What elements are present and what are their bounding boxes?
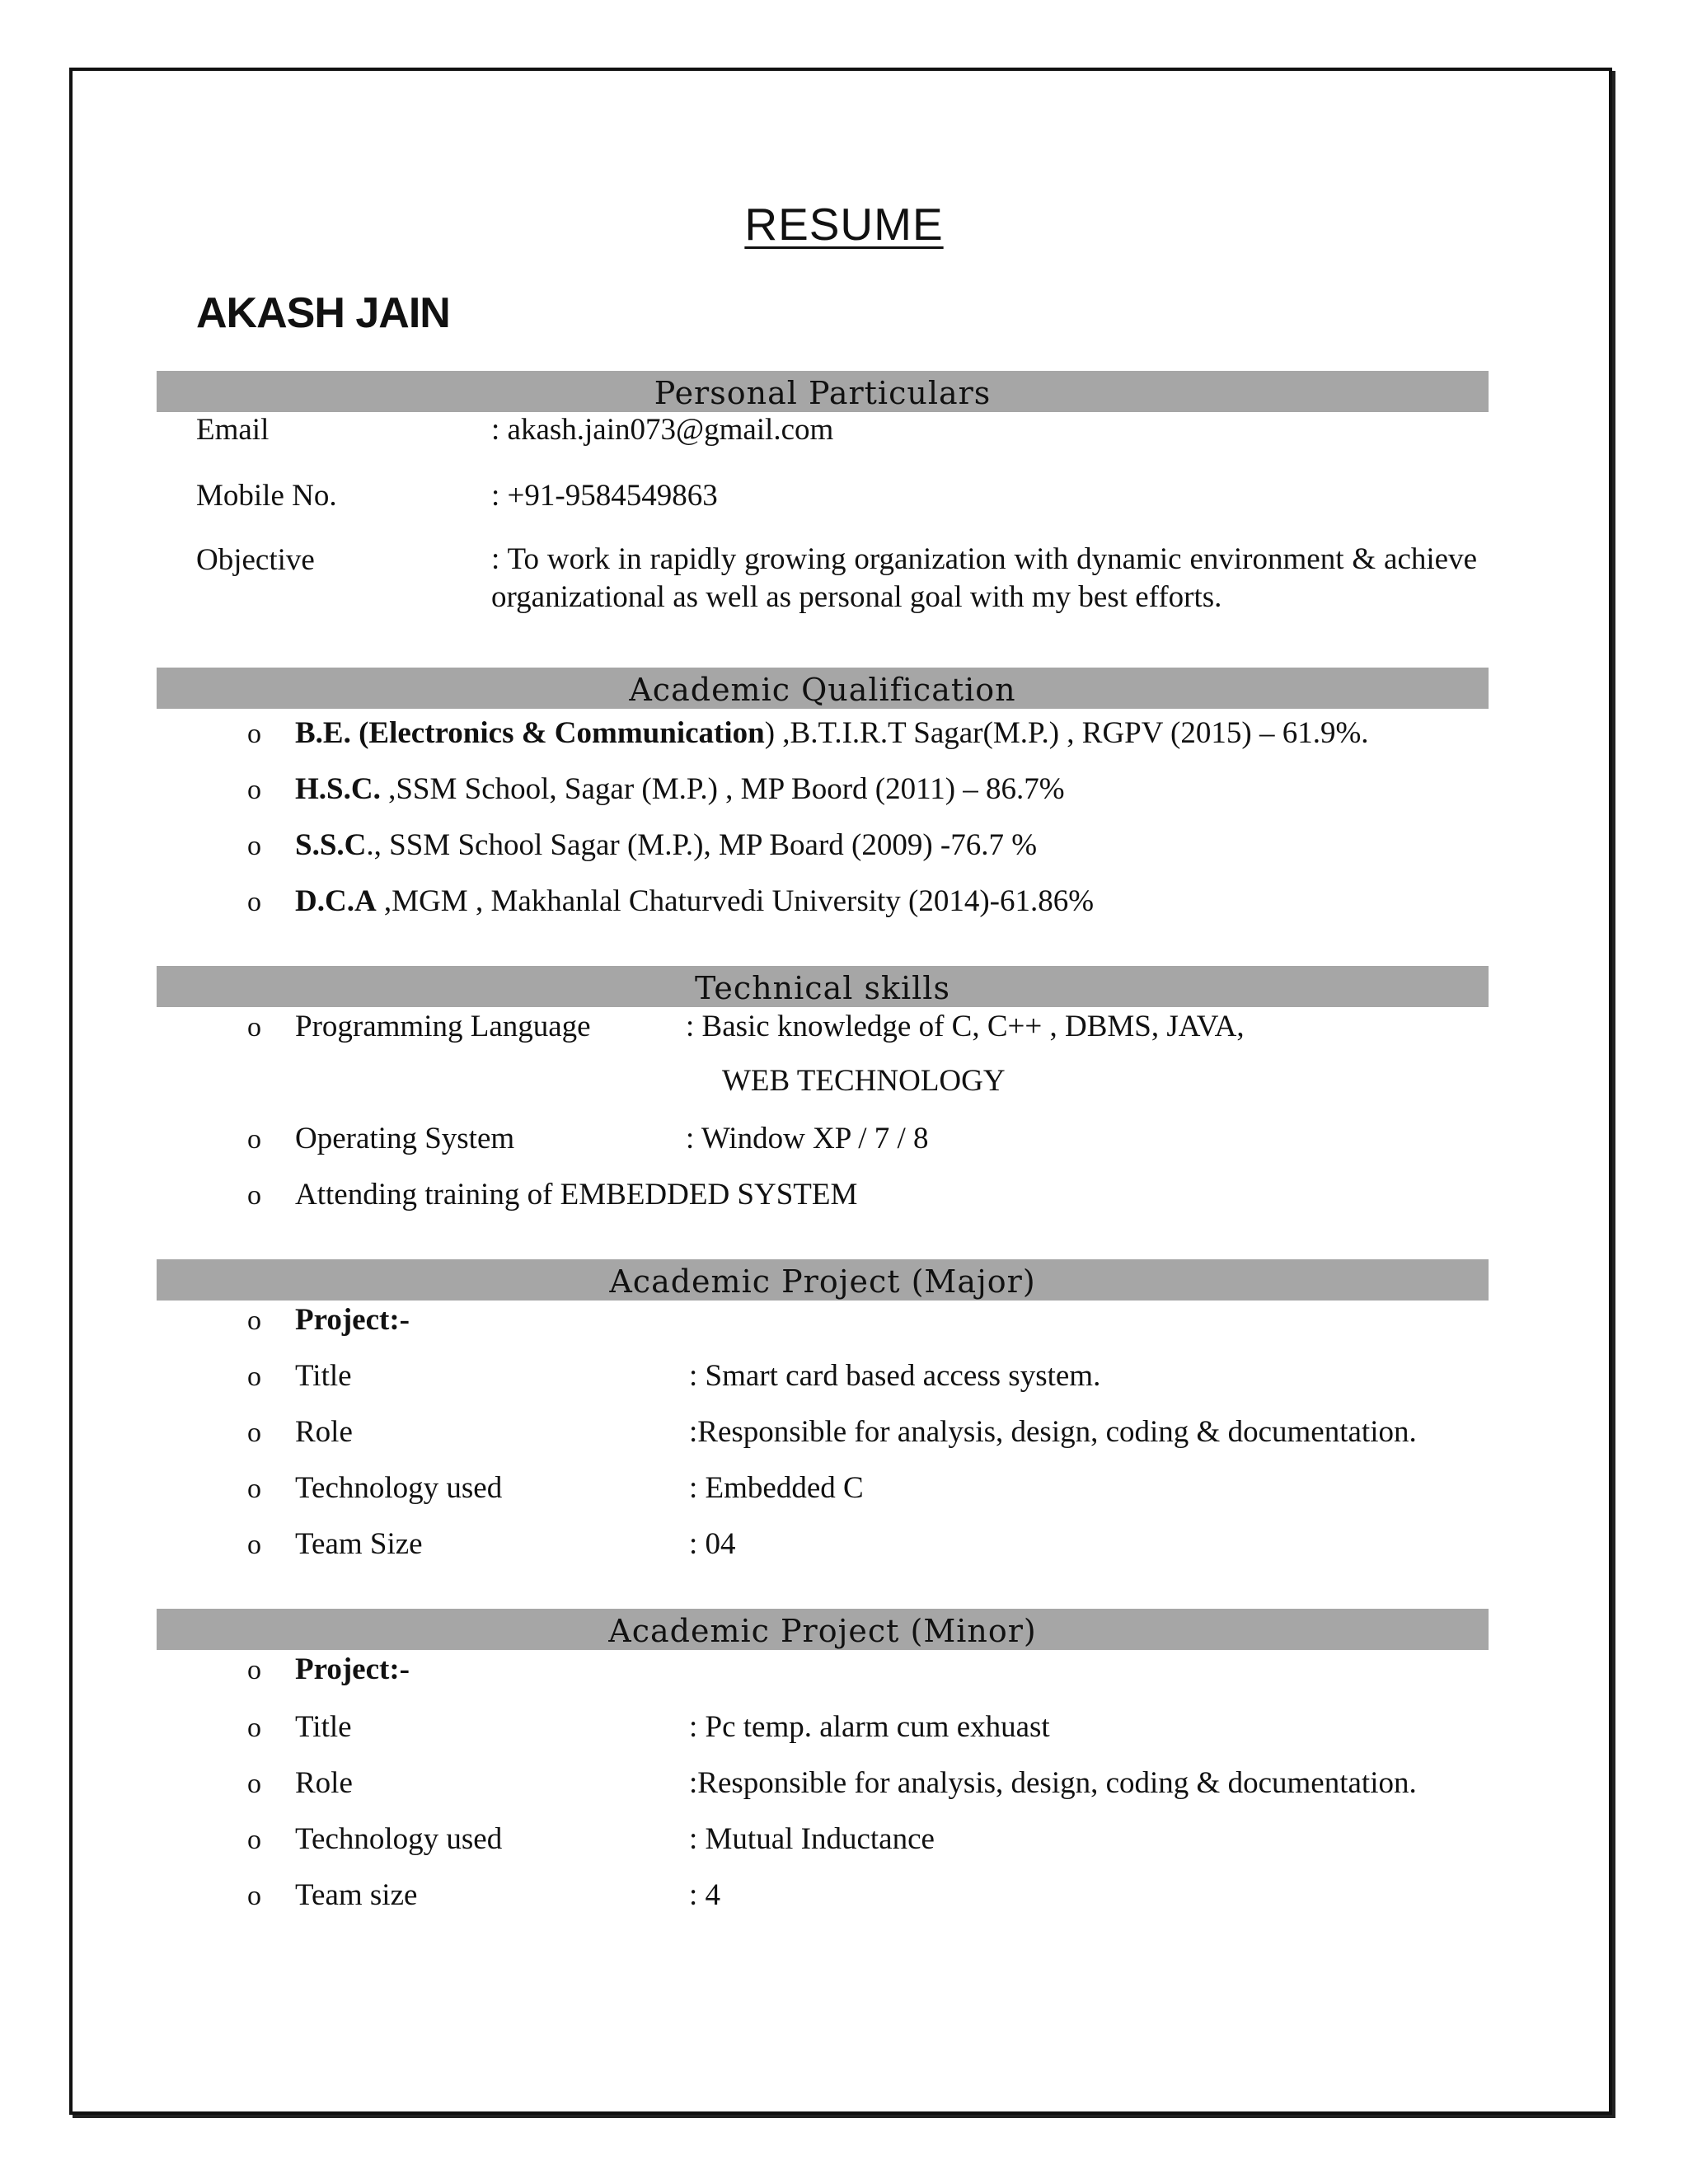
section-header-academic: Academic Qualification [157,668,1489,709]
major-project-heading: Project:- [295,1303,410,1337]
major-team-value: : 04 [689,1527,736,1561]
bullet-marker: o [247,1124,261,1155]
bullet-marker: o [247,1769,261,1799]
major-title-value: : Smart card based access system. [689,1359,1101,1393]
qualification-item: H.S.C. ,SSM School, Sagar (M.P.) , MP Boord (2011) – 86.7% [295,772,1065,806]
bullet-marker: o [247,1474,261,1504]
section-header-minor-project: Academic Project (Minor) [157,1609,1489,1650]
section-header-personal: Personal Particulars [157,371,1489,412]
bullet-marker: o [247,1361,261,1392]
bullet-marker: o [247,1825,261,1855]
major-role-label: Role [295,1415,353,1449]
bullet-marker: o [247,1012,261,1043]
section-header-technical: Technical skills [157,966,1489,1007]
major-role-value: :Responsible for analysis, design, coding & documentation. [689,1415,1417,1449]
bullet-marker: o [247,1713,261,1743]
qualification-item: D.C.A ,MGM , Makhanlal Chaturvedi University (2014)-61.86% [295,884,1095,918]
qualification-item: B.E. (Electronics & Communication) ,B.T.I.R.T Sagar(M.P.) , RGPV (2015) – 61.9%. [295,716,1369,750]
qualification-item: S.S.C., SSM School Sagar (M.P.), MP Board (2009) -76.7 % [295,828,1038,862]
bullet-marker: o [247,775,261,805]
bullet-marker: o [247,1655,261,1685]
email-value: : akash.jain073@gmail.com [491,413,834,447]
minor-tech-label: Technology used [295,1822,503,1856]
objective-label: Objective [196,543,315,577]
minor-project-heading: Project:- [295,1652,410,1686]
minor-role-label: Role [295,1766,353,1800]
bullet-marker: o [247,1418,261,1448]
major-team-label: Team Size [295,1527,423,1561]
minor-team-label: Team size [295,1878,418,1912]
programming-value: : Basic knowledge of C, C++ , DBMS, JAVA, [686,1010,1245,1043]
os-value: : Window XP / 7 / 8 [686,1122,929,1155]
bullet-marker: o [247,831,261,861]
minor-team-value: : 4 [689,1878,721,1912]
minor-title-value: : Pc temp. alarm cum exhuast [689,1710,1050,1744]
bullet-marker: o [247,1305,261,1336]
mobile-value: : +91-9584549863 [491,479,718,513]
bullet-marker: o [247,719,261,749]
bullet-marker: o [247,1530,261,1560]
major-tech-value: : Embedded C [689,1471,864,1505]
candidate-name: AKASH JAIN [196,289,450,337]
major-tech-label: Technology used [295,1471,503,1505]
bullet-marker: o [247,1180,261,1211]
training-item: Attending training of EMBEDDED SYSTEM [295,1178,858,1212]
programming-label: Programming Language [295,1010,591,1043]
minor-tech-value: : Mutual Inductance [689,1822,935,1856]
bullet-marker: o [247,887,261,917]
mobile-label: Mobile No. [196,479,337,513]
section-header-major-project: Academic Project (Major) [157,1259,1489,1301]
email-label: Email [196,413,270,447]
minor-role-value: :Responsible for analysis, design, coding & documentation. [689,1766,1417,1800]
bullet-marker: o [247,1881,261,1911]
minor-title-label: Title [295,1710,352,1744]
os-label: Operating System [295,1122,515,1155]
objective-value: : To work in rapidly growing organization with dynamic environment & achieve organizational as well as personal goal with my best efforts. [491,542,1477,614]
major-title-label: Title [295,1359,352,1393]
document-title: RESUME [744,199,944,250]
programming-value-cont: WEB TECHNOLOGY [722,1064,1006,1098]
